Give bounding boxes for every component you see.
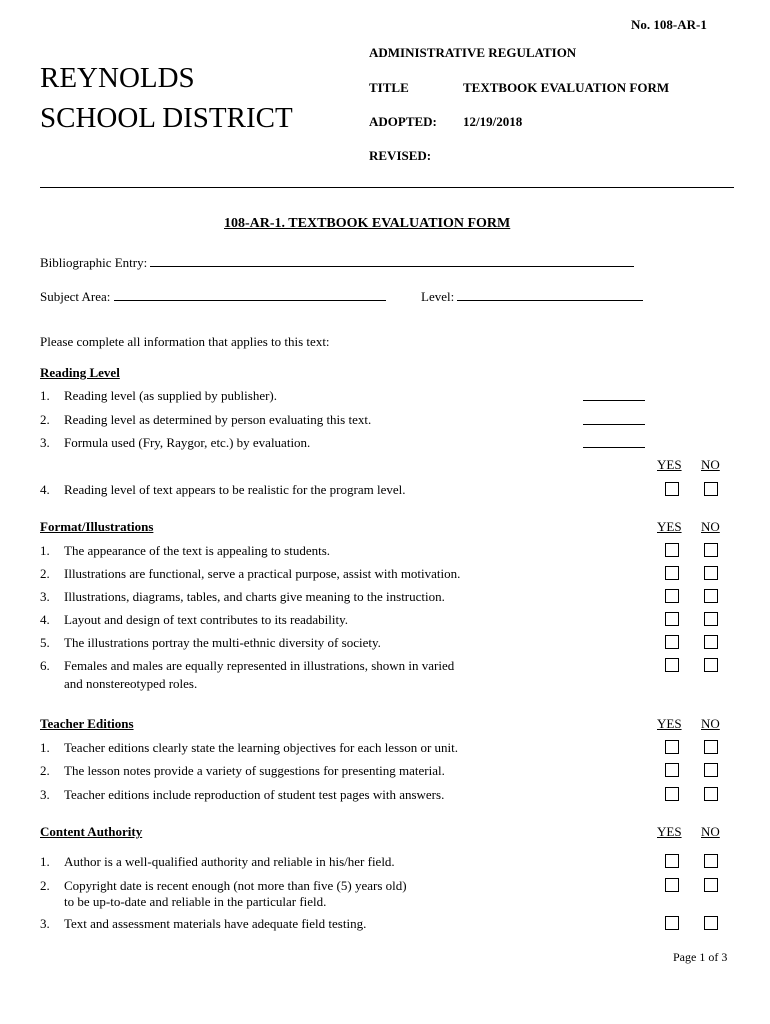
yes-checkbox[interactable] <box>665 589 679 603</box>
item-text: The appearance of the text is appealing to students. <box>64 543 331 558</box>
section-heading-reading-level: Reading Level <box>40 365 120 380</box>
no-column-header: NO <box>701 716 720 731</box>
item-number: 2. <box>40 763 50 778</box>
no-checkbox[interactable] <box>704 878 718 892</box>
revised-label: REVISED: <box>369 148 432 163</box>
item-number: 1. <box>40 388 50 403</box>
section-heading-teacher-editions: Teacher Editions <box>40 716 134 731</box>
regulation-type: ADMINISTRATIVE REGULATION <box>369 45 577 60</box>
adopted-label: ADOPTED: <box>369 114 437 129</box>
bibliographic-entry-row <box>40 254 634 271</box>
level-field[interactable] <box>457 288 643 301</box>
yes-checkbox[interactable] <box>665 787 679 801</box>
reading-level-publisher-field[interactable] <box>583 400 645 401</box>
yes-column-header: YES <box>657 457 682 472</box>
title-value: TEXTBOOK EVALUATION FORM <box>463 80 670 95</box>
section-heading-content-authority: Content Authority <box>40 824 143 839</box>
no-checkbox[interactable] <box>704 740 718 754</box>
item-text: Reading level of text appears to be realistic for the program level. <box>64 482 406 497</box>
item-text: Teacher editions clearly state the learning objectives for each lesson or unit. <box>64 740 458 755</box>
item-number: 6. <box>40 658 50 673</box>
item-number: 3. <box>40 787 50 802</box>
item-text: Illustrations, diagrams, tables, and charts give meaning to the instruction. <box>64 589 445 604</box>
level-label: Level: <box>421 289 455 304</box>
item-number: 3. <box>40 589 50 604</box>
yes-checkbox[interactable] <box>665 543 679 557</box>
item-number: 3. <box>40 916 50 931</box>
item-text: Copyright date is recent enough (not more than five (5) years old) <box>64 878 407 893</box>
item-number: 4. <box>40 612 50 627</box>
subject-area-label: Subject Area: <box>40 289 111 304</box>
page-number: Page 1 of 3 <box>673 950 728 964</box>
yes-checkbox[interactable] <box>665 566 679 580</box>
no-column-header: NO <box>701 824 720 839</box>
item-number: 2. <box>40 878 50 893</box>
reading-level-evaluator-field[interactable] <box>583 424 645 425</box>
form-title: 108-AR-1. TEXTBOOK EVALUATION FORM <box>224 216 511 231</box>
item-text: Reading level (as supplied by publisher). <box>64 388 278 403</box>
no-column-header: NO <box>701 519 720 534</box>
item-number: 2. <box>40 412 50 427</box>
yes-checkbox[interactable] <box>665 854 679 868</box>
yes-checkbox[interactable] <box>665 635 679 649</box>
bibliographic-entry-field[interactable] <box>150 254 634 267</box>
yes-column-header: YES <box>657 716 682 731</box>
document-number: No. 108-AR-1 <box>631 17 707 32</box>
yes-checkbox[interactable] <box>665 878 679 892</box>
section-heading-format-illustrations: Format/Illustrations <box>40 519 154 534</box>
no-checkbox[interactable] <box>704 658 718 672</box>
no-checkbox[interactable] <box>704 635 718 649</box>
no-checkbox[interactable] <box>704 543 718 557</box>
item-text: Teacher editions include reproduction of student test pages with answers. <box>64 787 445 802</box>
item-text: Females and males are equally represented in illustrations, shown in varied <box>64 658 455 673</box>
item-number: 3. <box>40 435 50 450</box>
yes-column-header: YES <box>657 519 682 534</box>
item-text: Text and assessment materials have adequate field testing. <box>64 916 367 931</box>
yes-checkbox[interactable] <box>665 763 679 777</box>
no-checkbox[interactable] <box>704 854 718 868</box>
yes-checkbox[interactable] <box>665 658 679 672</box>
item-text-continued: to be up-to-date and reliable in the particular field. <box>64 894 327 909</box>
no-checkbox[interactable] <box>704 916 718 930</box>
level-row <box>421 288 643 305</box>
no-checkbox[interactable] <box>704 612 718 626</box>
district-name <box>40 58 293 138</box>
item-text: Reading level as determined by person evaluating this text. <box>64 412 372 427</box>
no-checkbox[interactable] <box>704 566 718 580</box>
item-number: 1. <box>40 543 50 558</box>
formula-used-field[interactable] <box>583 447 645 448</box>
item-text: The lesson notes provide a variety of suggestions for presenting material. <box>64 763 445 778</box>
item-number: 1. <box>40 740 50 755</box>
item-number: 1. <box>40 854 50 869</box>
item-text: Author is a well-qualified authority and reliable in his/her field. <box>64 854 395 869</box>
item-text: The illustrations portray the multi-ethnic diversity of society. <box>64 635 381 650</box>
item-text: Illustrations are functional, serve a practical purpose, assist with motivation. <box>64 566 461 581</box>
no-checkbox[interactable] <box>704 589 718 603</box>
yes-column-header: YES <box>657 824 682 839</box>
no-checkbox[interactable] <box>704 763 718 777</box>
item-number: 4. <box>40 482 50 497</box>
item-text: Layout and design of text contributes to its readability. <box>64 612 349 627</box>
no-column-header: NO <box>701 457 720 472</box>
adopted-date: 12/19/2018 <box>463 114 523 129</box>
item-text-continued: and nonstereotyped roles. <box>64 676 198 691</box>
yes-checkbox[interactable] <box>665 482 679 496</box>
item-text: Formula used (Fry, Raygor, etc.) by evaluation. <box>64 435 311 450</box>
title-label: TITLE <box>369 80 409 95</box>
district-line-1: REYNOLDS <box>40 62 195 94</box>
yes-checkbox[interactable] <box>665 916 679 930</box>
subject-area-field[interactable] <box>114 288 386 301</box>
item-number: 5. <box>40 635 50 650</box>
no-checkbox[interactable] <box>704 482 718 496</box>
subject-area-row <box>40 288 386 305</box>
item-number: 2. <box>40 566 50 581</box>
header-divider <box>40 187 734 188</box>
instructions: Please complete all information that applies to this text: <box>40 334 330 349</box>
yes-checkbox[interactable] <box>665 612 679 626</box>
yes-checkbox[interactable] <box>665 740 679 754</box>
district-line-2: SCHOOL DISTRICT <box>40 102 293 134</box>
bibliographic-entry-label: Bibliographic Entry: <box>40 255 148 270</box>
no-checkbox[interactable] <box>704 787 718 801</box>
